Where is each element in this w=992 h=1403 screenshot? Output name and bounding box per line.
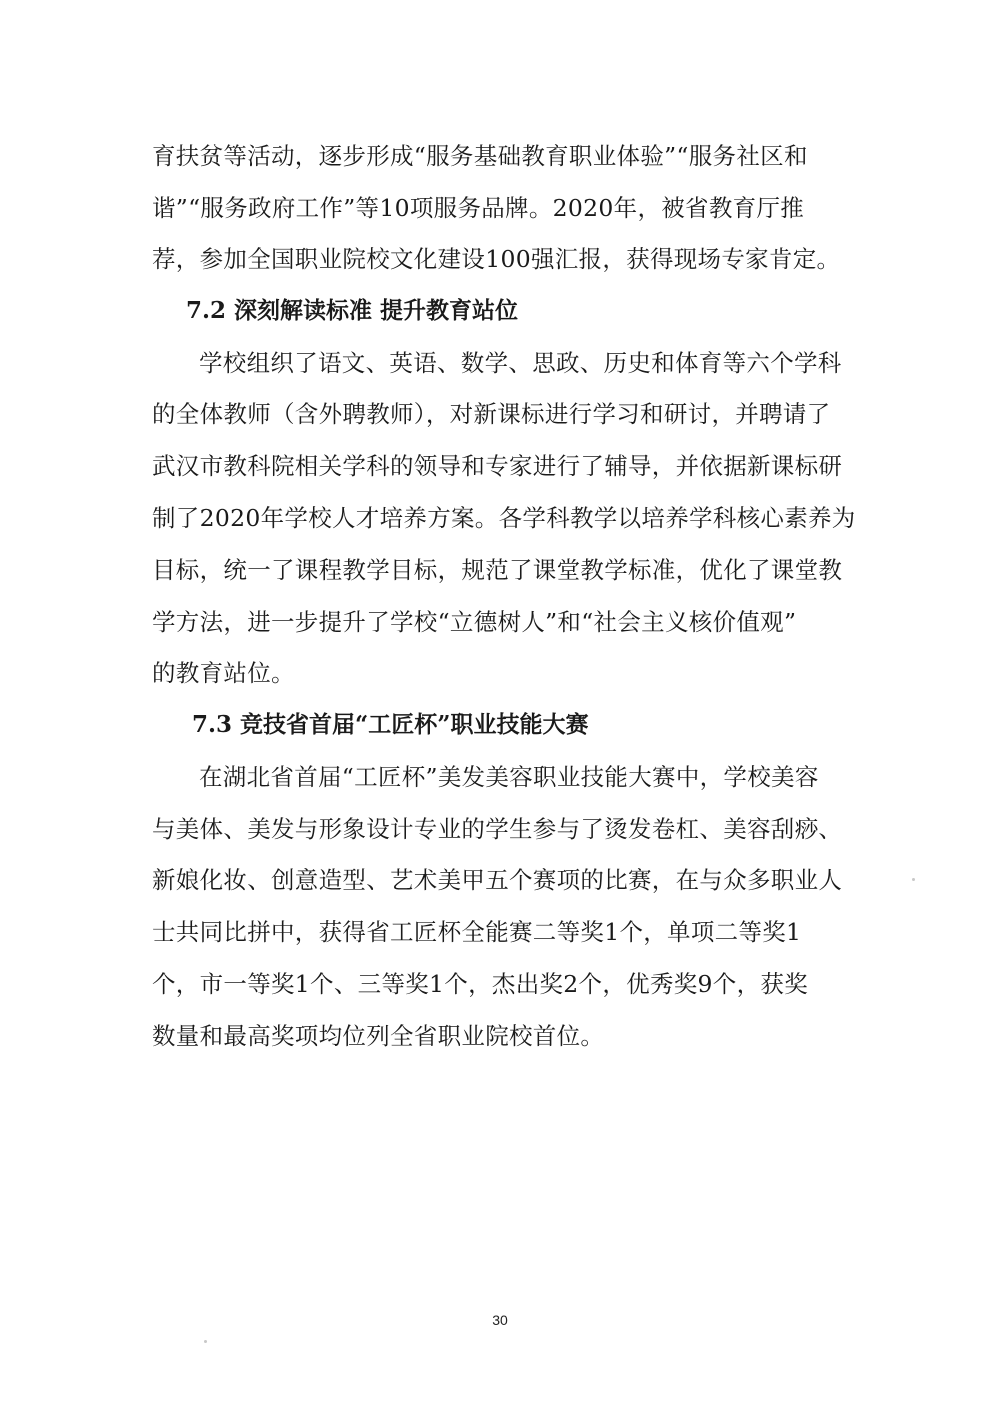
paragraph-3-line-3: 新娘化妆、创意造型、艺术美甲五个赛项的比赛，在与众多职业人 (152, 866, 843, 894)
paragraph-2-line-7: 的教育站位。 (152, 659, 295, 687)
scan-speck (912, 878, 915, 881)
paragraph-3-line-6: 数量和最高奖项均位列全省职业院校首位。 (152, 1022, 605, 1050)
paragraph-3-line-1: 在湖北省首届“工匠杯”美发美容职业技能大赛中，学校美容 (199, 763, 819, 791)
section-7-2-heading: 7.2 深刻解读标准 提升教育站位 (186, 297, 519, 324)
paragraph-1-line-3: 荐，参加全国职业院校文化建设100强汇报，获得现场专家肯定。 (152, 245, 841, 273)
paragraph-2-line-2: 的全体教师（含外聘教师），对新课标进行学习和研讨，并聘请了 (152, 400, 831, 428)
paragraph-2-line-5: 目标，统一了课程教学目标，规范了课堂教学标准，优化了课堂教 (152, 556, 843, 584)
paragraph-2-line-3: 武汉市教科院相关学科的领导和专家进行了辅导，并依据新课标研 (152, 452, 843, 480)
paragraph-1-line-1: 育扶贫等活动，逐步形成“服务基础教育职业体验”“服务社区和 (152, 142, 808, 170)
paragraph-2-line-1: 学校组织了语文、英语、数学、思政、历史和体育等六个学科 (199, 349, 842, 377)
paragraph-3-line-4: 士共同比拼中，获得省工匠杯全能赛二等奖1个，单项二等奖1 (152, 918, 802, 946)
paragraph-3-line-2: 与美体、美发与形象设计专业的学生参与了烫发卷杠、美容刮痧、 (152, 815, 843, 843)
section-7-3-heading: 7.3 竞技省首届“工匠杯”职业技能大赛 (192, 711, 589, 738)
paragraph-2-line-4: 制了2020年学校人才培养方案。各学科教学以培养学科核心素养为 (152, 504, 856, 532)
page-number: 30 (492, 1312, 508, 1328)
scan-speck (204, 1340, 207, 1343)
paragraph-3-line-5: 个，市一等奖1个、三等奖1个，杰出奖2个，优秀奖9个，获奖 (152, 970, 809, 998)
paragraph-2-line-6: 学方法，进一步提升了学校“立德树人”和“社会主义核价值观” (152, 608, 797, 636)
paragraph-1-line-2: 谐”“服务政府工作”等10项服务品牌。2020年，被省教育厅推 (152, 194, 805, 222)
